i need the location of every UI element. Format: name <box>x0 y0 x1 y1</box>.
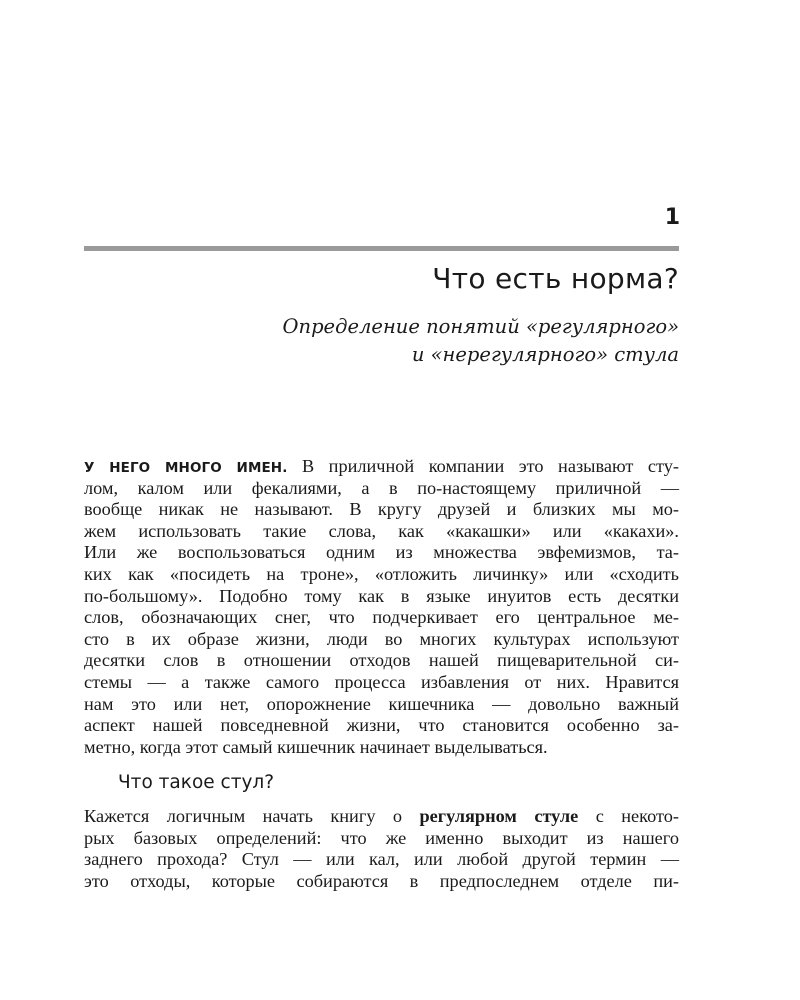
paragraph-line: десятки слов в отношении отходов нашей пищеварительной си- <box>84 650 679 671</box>
paragraph-line: Или же воспользоваться одним из множества эвфемизмов, та- <box>84 542 679 563</box>
paragraph-line <box>84 806 679 828</box>
paragraph-line-text: В приличной компании это называют сту- <box>287 456 679 476</box>
paragraph-line: это отходы, которые собираются в предпоследнем отделе пи- <box>84 870 679 891</box>
chapter-title: Что есть норма? <box>432 262 679 295</box>
paragraph-line: рых базовых определений: что же именно выходит из нашего <box>84 827 679 848</box>
paragraph-line: ких как «посидеть на троне», «отложить личинку» или «сходить <box>84 563 679 584</box>
paragraph-intro <box>84 456 679 758</box>
paragraph-line: аспект нашей повседневной жизни, что становится особенно за- <box>84 715 679 736</box>
paragraph-line: метно, когда этот самый кишечник начинает выделываться. <box>84 736 548 757</box>
paragraph-line: по-большому». Подобно тому как в языке инуитов есть десятки <box>84 585 679 606</box>
paragraph-line: заднего прохода? Стул — или кал, или любой другой термин — <box>84 849 679 870</box>
paragraph-line: нам это или нет, опорожнение кишечника — довольно важный <box>84 693 679 714</box>
lead-in-caps: У НЕГО МНОГО ИМЕН. <box>84 460 288 476</box>
paragraph-line: жем использовать такие слова, как «какашки» или «какахи». <box>84 520 679 541</box>
chapter-number: 1 <box>664 205 680 230</box>
chapter-subtitle-line: и «нерегулярного» стула <box>411 343 679 366</box>
paragraph-line: слов, обозначающих снег, что подчеркивает его центральное ме- <box>84 607 679 628</box>
paragraph-line: стемы — а также самого процесса избавления от них. Нравится <box>84 671 679 692</box>
bold-term: регулярном стуле <box>419 806 579 826</box>
paragraph-definition <box>84 806 679 892</box>
paragraph-line: вообще никак не называют. В кругу друзей и близких мы мо- <box>84 499 679 520</box>
section-heading: Что такое стул? <box>118 772 275 793</box>
chapter-subtitle <box>179 313 679 369</box>
chapter-subtitle-line: Определение понятий «регулярного» <box>282 315 679 338</box>
paragraph-line: сто в их образе жизни, люди во многих культурах используют <box>84 628 679 649</box>
paragraph-line: лом, калом или фекалиями, а в по-настоящему приличной — <box>84 477 679 498</box>
paragraph-line <box>84 456 679 478</box>
paragraph-line-text: Кажется логичным начать книгу о <box>84 806 420 826</box>
paragraph-line-text: с некото- <box>578 806 680 826</box>
chapter-divider <box>84 246 679 251</box>
